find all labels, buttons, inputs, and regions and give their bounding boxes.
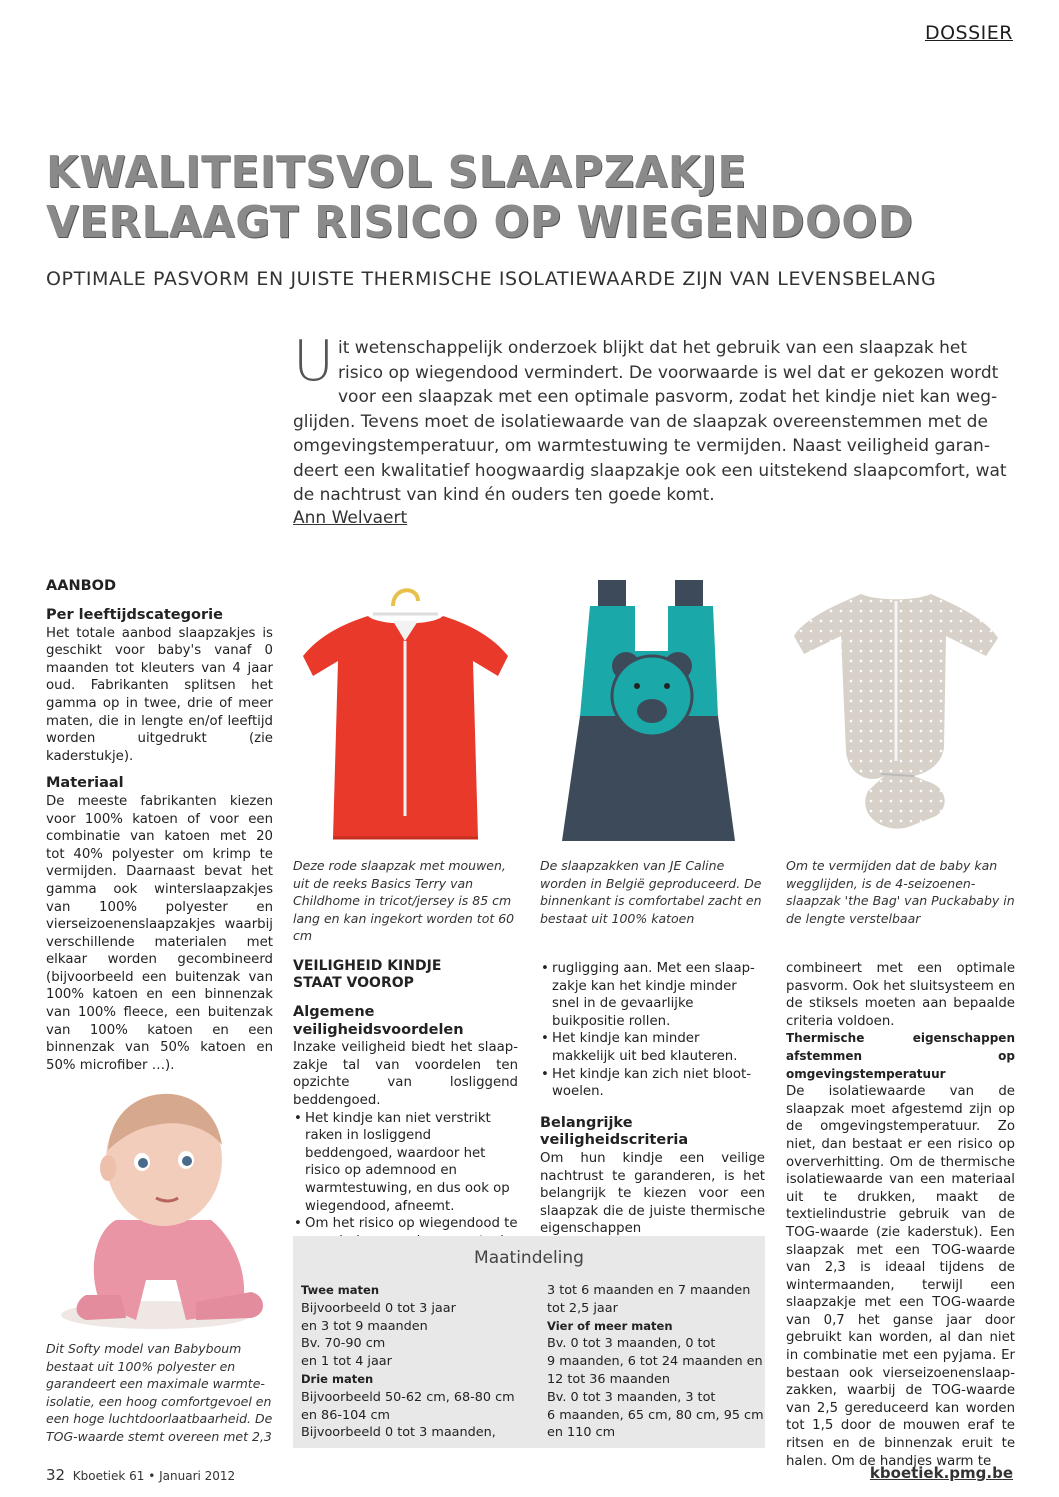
box-line: Bijvoorbeeld 50-62 cm, 68-80 cm	[301, 1389, 515, 1405]
heading-veiligheidscriteria: Belangrijke veiligheidscriteria	[540, 1114, 689, 1149]
list-item: • Het kindje kan zich niet blootwoelen.	[552, 1066, 765, 1101]
box-heading: Drie maten	[301, 1371, 374, 1386]
box-line: 6 maanden, 65 cm, 80 cm, 95 cm	[547, 1407, 764, 1423]
intro-paragraph	[293, 329, 1015, 508]
benefits-list-cont	[540, 960, 765, 1101]
box-line: Bijvoorbeeld 0 tot 3 maanden,	[301, 1425, 496, 1441]
headline	[46, 147, 914, 248]
bear-sleeping-bag-photo	[540, 576, 765, 851]
column-veiligheid-cont	[540, 960, 765, 1238]
box-line: 9 maanden, 6 tot 24 maanden en	[547, 1354, 763, 1370]
list-item: • Het kindje kan niet verstrikt raken in losliggend beddengoed, waardoor het risico op ademnood en warmtestuwing, en dus ook op wiegendood, afneemt.	[305, 1110, 518, 1216]
box-line: 12 tot 36 maanden	[547, 1371, 671, 1387]
box-line: Bv. 0 tot 3 maanden, 3 tot	[547, 1389, 716, 1405]
section-heading-veiligheid: VEILIGHEID KINDJE STAAT VOOROP	[293, 958, 442, 991]
red-sleeping-bag-photo	[293, 576, 518, 851]
box-heading: Vier of meer maten	[547, 1318, 673, 1333]
section-heading-aanbod: AANBOD	[46, 578, 116, 594]
list-item: • Het kindje kan minder makkelijk uit bed klauteren.	[552, 1030, 765, 1065]
maatindeling-box	[293, 1236, 765, 1448]
issue-info: Kboetiek 61 • Januari 2012	[72, 1469, 236, 1483]
paragraph-thermisch: De isolatiewaarde van de slaapzak moet afgestemd zijn op de omgevingstemperatuur. Zo niet, dan bestaat er een risico op oververhitting. Om de thermische isolatiewaarde van een materiaal uit te drukken, maakt de textielindustrie gebruik van de TOG-waarde (zie kaderstuk). Een slaapzak met een TOG-waarde van 2,3 is ideaal tijdens de wintermaanden, terwijl een slaapzakje met een TOG-waarde van 0,7 het ganse jaar door gebruikt kan worden, al dan niet in combinatie met een pyjama. Er bestaan ook vierseizoenenslaapzakken, waarbij de TOG-waarde van 2,5 gereduceerd kan worden tot 1,5 door de mouwen eraf te ritsen en de binnenzak eruit te halen. Om de handjes warm te	[786, 1084, 1015, 1469]
box-line: Bv. 70-90 cm	[301, 1336, 386, 1352]
box-line: en 1 tot 4 jaar	[301, 1354, 392, 1370]
box-line: en 3 tot 9 maanden	[301, 1318, 428, 1334]
heading-materiaal: Materiaal	[46, 775, 124, 792]
paragraph-criteria: Om hun kindje een veilige nachtrust te garanderen, is het belangrijk te kiezen voor een slaapzak die de juiste thermische eigenschappen	[540, 1150, 765, 1237]
footer-left	[46, 1466, 235, 1484]
footer-site-link[interactable]: kboetiek.pmg.be	[869, 1464, 1013, 1482]
author-link[interactable]: Ann Welvaert	[293, 508, 408, 528]
box-line: Bv. 0 tot 3 maanden, 0 tot	[547, 1336, 716, 1352]
drop-cap: U	[293, 329, 334, 394]
heading-thermische-eigenschappen: Thermische eigenschappen afstemmen op omgevingstemperatuur	[786, 1031, 1015, 1081]
paragraph-pasvorm: combineert met een optimale pasvorm. Ook het sluitsysteem en de stiksels moeten aan bepaalde criteria voldoen.	[786, 961, 1015, 1029]
caption-bear-bag: De slaapzakken van JE Caline worden in België geproduceerd. De binnenkant is comfortabel zacht en bestaat uit 100% katoen	[540, 858, 762, 926]
box-column-left	[301, 1282, 521, 1442]
paragraph-leeftijd: Het totale aanbod slaapzakjes is geschikt voor baby's vanaf 0 maanden tot kleuters van 4 jaar oud. Fabrikanten splitsen het gamma op in twee, drie of meer maten, die in lengte en/of leeftijd worden uitgedrukt (zie kaderstukje).	[46, 625, 273, 764]
box-line: Bijvoorbeeld 0 tot 3 jaar	[301, 1300, 456, 1316]
box-line: tot 2,5 jaar	[547, 1300, 618, 1316]
box-line: en 110 cm	[547, 1425, 616, 1441]
column-veiligheid	[293, 958, 518, 1250]
column-aanbod	[46, 578, 273, 1074]
box-column-right	[547, 1282, 767, 1442]
paragraph-veiligheid: Inzake veiligheid biedt het slaapzakje tal van voordelen ten opzichte van losliggend beddengoed.	[293, 1040, 518, 1108]
caption-baby: Dit Softy model van Babyboum bestaat uit 100% polyester en garandeert een maximale warmteisolatie, een hoog comfortgevoel en een hoge luchtdoorlaatbaarheid. De TOG-waarde stemt overeen met 2,3	[46, 1341, 273, 1444]
headline-line-1: KWALITEITSVOL SLAAPZAKJE	[46, 147, 747, 198]
box-line: en 86-104 cm	[301, 1407, 390, 1423]
baby-photo	[46, 1080, 273, 1335]
grey-sleeping-bag-photo	[786, 576, 1015, 851]
subheadline: OPTIMALE PASVORM EN JUISTE THERMISCHE ISOLATIEWAARDE ZIJN VAN LEVENSBELANG	[46, 268, 937, 290]
benefits-list	[293, 1110, 518, 1251]
paragraph-materiaal: De meeste fabrikanten kiezen voor 100% katoen of voor een combinatie van katoen met 20 tot 40% polyester om krimp te vermijden. Daarnaast bevat het gamma ook winterslaapzakjes van 100% polyester en vierseizoenenslaapzakjes waarbij verschillende materialen met elkaar worden gecombineerd (bijvoorbeeld een buitenzak van 100% katoen en een binnenzak van 100% fleece, een buitenzak van 100% katoen en een binnenzak van 50% katoen en 50% microfiber …).	[46, 793, 273, 1073]
list-item	[552, 960, 765, 1030]
list-item-text: rugligging aan. Met een slaapzakje kan het kindje minder snel in de gevaarlijke buikpositie rollen.	[552, 961, 755, 1029]
caption-grey-bag: Om te vermijden dat de baby kan wegglijden, is de 4-seizoenenslaapzak 'the Bag' van Puckababy in de lengte verstelbaar	[786, 858, 1015, 926]
headline-line-2: VERLAAGT RISICO OP WIEGENDOOD	[46, 197, 914, 248]
heading-leeftijdscategorie: Per leeftijdscategorie	[46, 607, 223, 623]
page-number: 32	[46, 1466, 66, 1484]
box-line: 3 tot 6 maanden en 7 maanden	[547, 1283, 751, 1298]
section-tag: DOSSIER	[924, 22, 1013, 44]
list-item: • Om het risico op wiegendood te	[305, 1215, 518, 1250]
column-thermisch	[786, 960, 1015, 1470]
heading-veiligheidsvoordelen: Algemene veiligheidsvoordelen	[293, 1004, 464, 1038]
intro-text: it wetenschappelijk onderzoek blijkt dat het gebruik van een slaapzak het risico op wiegendood vermindert. De voorwaarde is wel dat er gekozen wordt voor een slaapzak met een optimale pasvorm, zodat het kindje niet kan wegglijden. Tevens moet de isolatiewaarde van de slaapzak overeenstemmen met de omgevingstemperatuur, om warmtestuwing te vermijden. Naast veiligheid garandeert een kwalitatief hoogwaardig slaapzakje ook een uitstekend slaapcomfort, wat de nachtrust van kind én ouders ten goede komt.	[293, 338, 1007, 505]
box-heading: Twee maten	[301, 1283, 380, 1297]
box-title: Maatindeling	[474, 1248, 584, 1268]
caption-red-bag: Deze rode slaapzak met mouwen, uit de reeks Basics Terry van Childhome in tricot/jersey is 85 cm lang en kan ingekort worden tot 60 cm	[293, 858, 515, 943]
